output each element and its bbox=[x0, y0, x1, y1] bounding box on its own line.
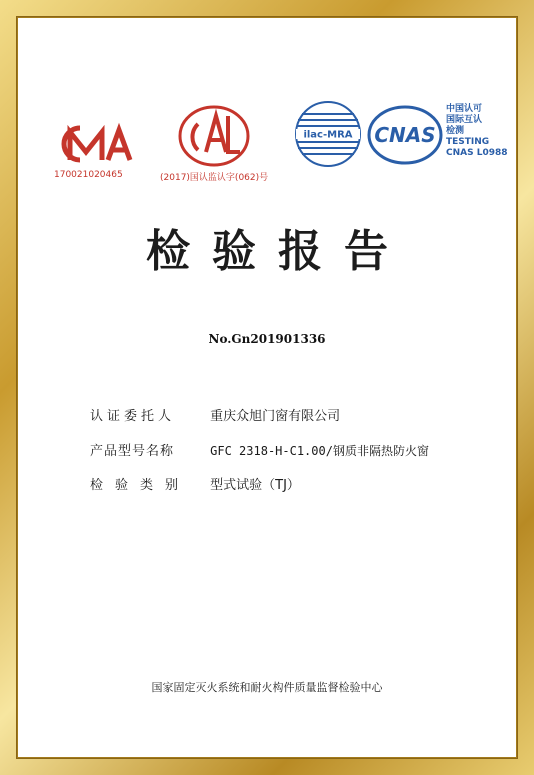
cnas-line-2: 国际互认 bbox=[446, 115, 483, 125]
report-number: No.Gn201901336 bbox=[208, 332, 326, 346]
cma-number: 170021020465 bbox=[54, 170, 123, 180]
cnas-line-3: 检测 bbox=[446, 126, 465, 136]
field-row-category bbox=[90, 474, 300, 493]
field-label: 检验类别 bbox=[90, 478, 191, 493]
ilac-mra-text: ilac-MRA bbox=[303, 129, 353, 141]
cnas-logo bbox=[366, 104, 444, 166]
field-row-client bbox=[90, 405, 340, 424]
field-label: 认证委托人 bbox=[90, 409, 176, 424]
ilac-mra-logo bbox=[294, 100, 362, 168]
issuing-organization: 国家固定灭火系统和耐火构件质量监督检验中心 bbox=[151, 681, 383, 694]
cnas-text: CNAS bbox=[374, 123, 436, 147]
cnas-accreditation-block bbox=[446, 104, 508, 159]
field-value: 型式试验（TJ） bbox=[210, 478, 300, 493]
field-value: 重庆众旭门窗有限公司 bbox=[210, 409, 341, 424]
cal-caption: (2017)国认监认字(062)号 bbox=[160, 173, 269, 183]
cma-logo bbox=[52, 118, 136, 170]
cnas-line-1: 中国认可 bbox=[446, 104, 483, 114]
field-value: GFC 2318-H-C1.00/钢质非隔热防火窗 bbox=[210, 444, 429, 458]
cal-logo bbox=[176, 104, 252, 168]
field-label: 产品型号名称 bbox=[90, 444, 175, 459]
field-row-product bbox=[90, 440, 429, 459]
cnas-line-5: CNAS L0988 bbox=[446, 148, 508, 158]
cnas-line-4: TESTING bbox=[446, 137, 490, 147]
document-title: 检验报告 bbox=[146, 226, 410, 277]
